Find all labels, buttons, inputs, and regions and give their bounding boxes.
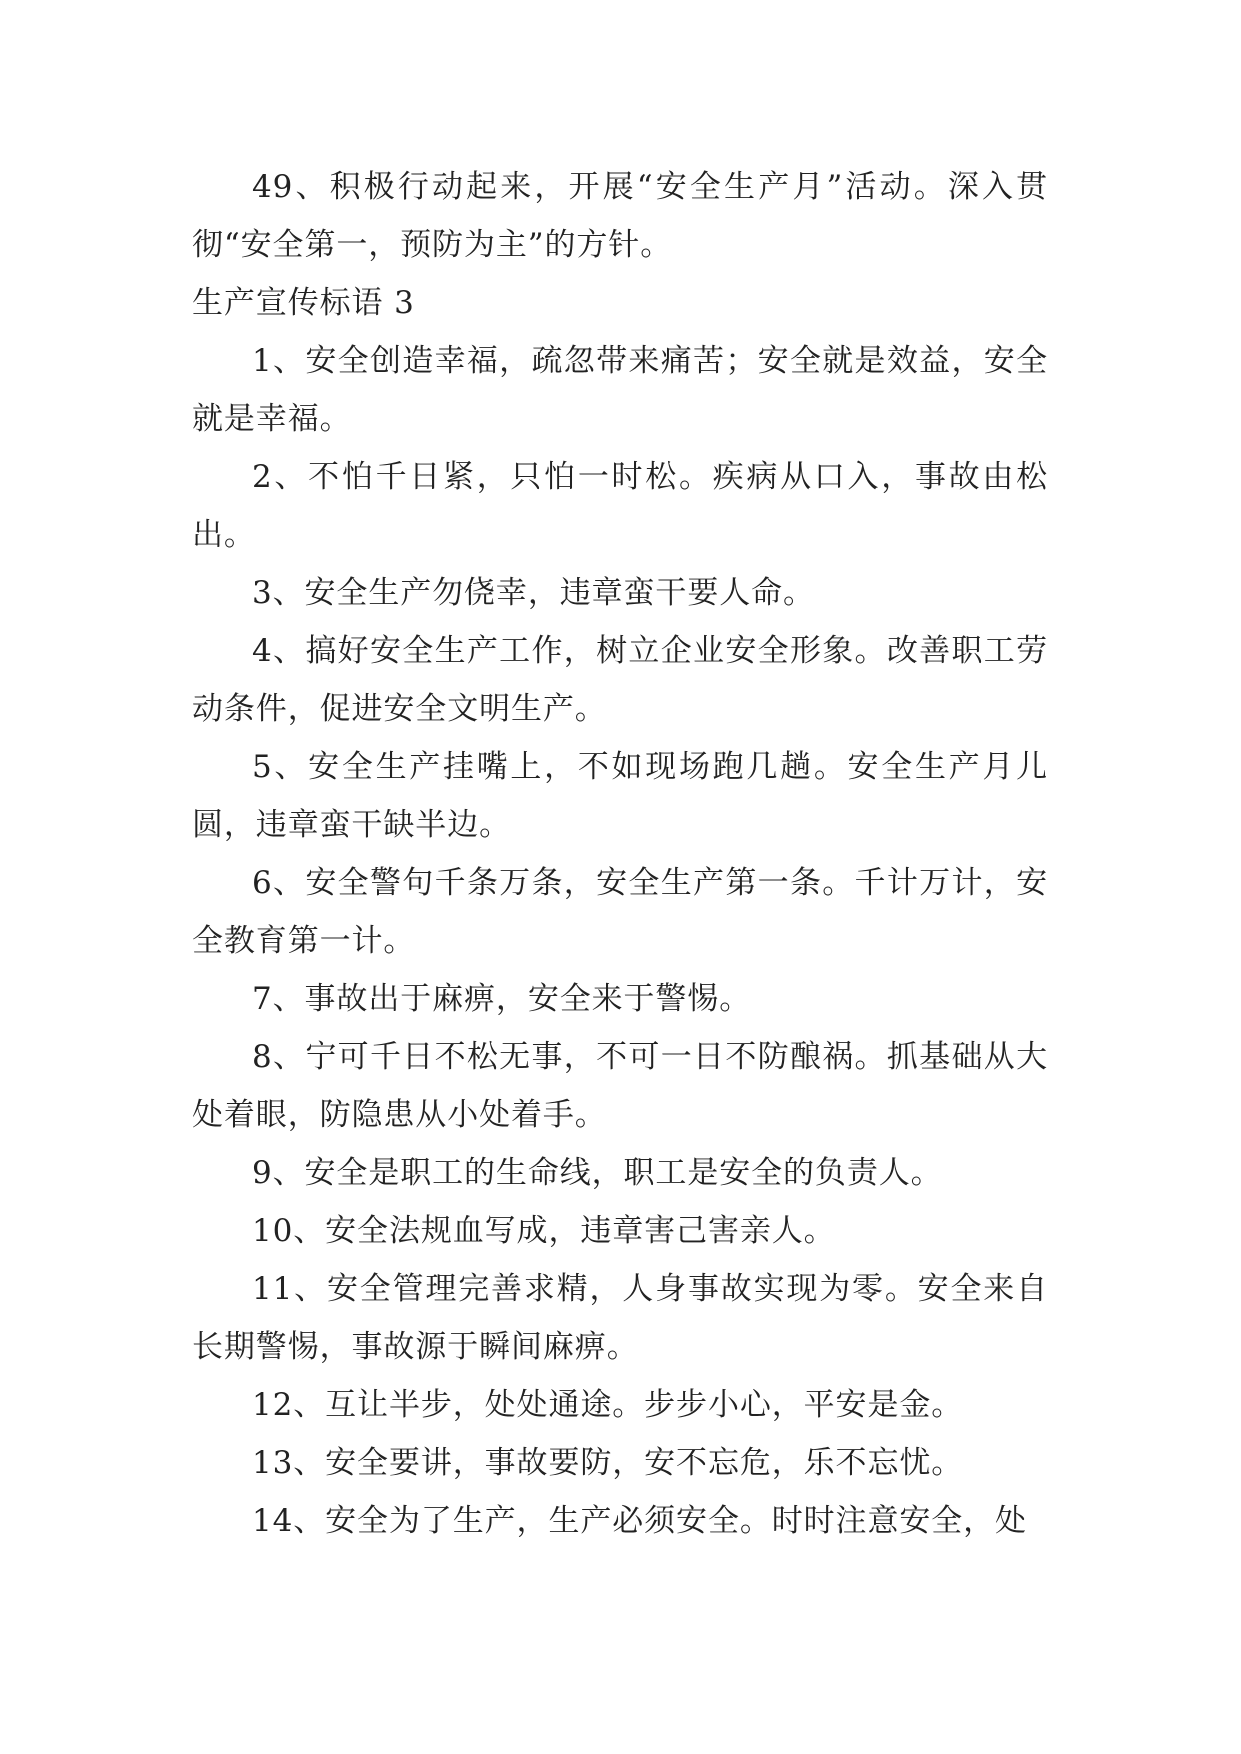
list-item: 2、不怕千日紧，只怕一时松。疾病从口入，事故由松出。	[192, 459, 1048, 553]
document-body	[192, 158, 1048, 1550]
list-item: 4、搞好安全生产工作，树立企业安全形象。改善职工劳动条件，促进安全文明生产。	[192, 633, 1048, 727]
list-item: 12、互让半步，处处通途。步步小心，平安是金。	[252, 1387, 964, 1423]
list-item: 10、安全法规血写成，违章害己害亲人。	[252, 1213, 836, 1249]
list-item: 5、安全生产挂嘴上，不如现场跑几趟。安全生产月儿圆，违章蛮干缺半边。	[192, 749, 1048, 843]
list-item: 3、安全生产勿侥幸，违章蛮干要人命。	[252, 575, 815, 611]
list-item: 11、安全管理完善求精，人身事故实现为零。安全来自长期警惕，事故源于瞬间麻痹。	[192, 1271, 1048, 1365]
list-item: 1、安全创造幸福，疏忽带来痛苦；安全就是效益，安全就是幸福。	[192, 343, 1048, 437]
list-item: 9、安全是职工的生命线，职工是安全的负责人。	[252, 1155, 943, 1191]
list-item: 14、安全为了生产，生产必须安全。时时注意安全，处	[252, 1503, 1027, 1539]
list-item: 7、事故出于麻痹，安全来于警惕。	[252, 981, 752, 1017]
section-heading: 生产宣传标语 3	[192, 285, 415, 321]
list-item: 8、宁可千日不松无事，不可一日不防酿祸。抓基础从大处着眼，防隐患从小处着手。	[192, 1039, 1048, 1133]
list-item: 49、积极行动起来，开展“安全生产月”活动。深入贯彻“安全第一，预防为主”的方针。	[192, 169, 1048, 263]
list-item: 6、安全警句千条万条，安全生产第一条。千计万计，安全教育第一计。	[192, 865, 1048, 959]
list-item: 13、安全要讲，事故要防，安不忘危，乐不忘忧。	[252, 1445, 964, 1481]
